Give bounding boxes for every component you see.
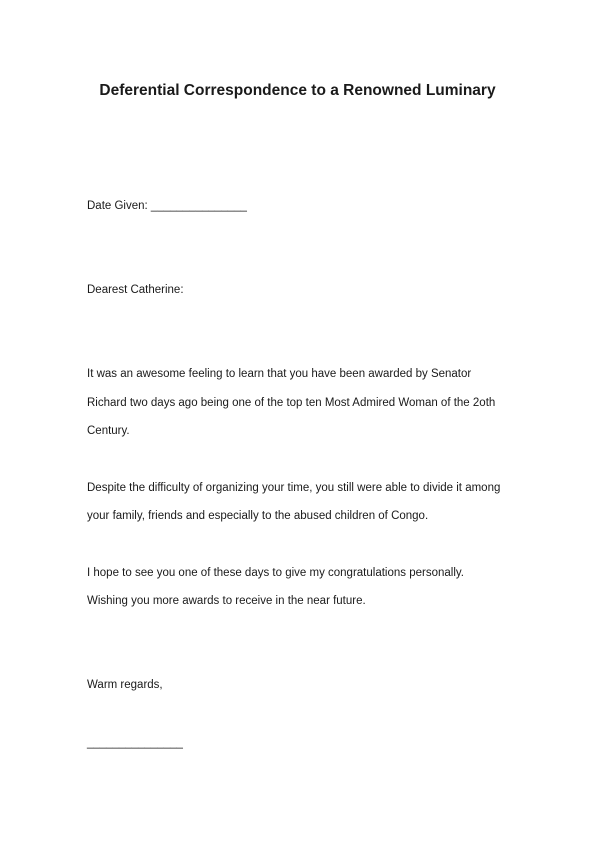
document-title: Deferential Correspondence to a Renowned Luminary [99,82,496,99]
paragraph-2-line-1: Despite the difficulty of organizing your time, you still were able to divide it among [87,482,501,494]
paragraph-3-line-2: Wishing you more awards to receive in the near future. [87,595,366,607]
closing: Warm regards, [87,679,163,691]
signature-line: _______________ [87,737,183,749]
paragraph-2-line-2: your family, friends and especially to the abused children of Congo. [87,510,429,522]
paragraph-3-line-1: I hope to see you one of these days to give my congratulations personally. [87,567,464,579]
paragraph-1-line-2: Richard two days ago being one of the top ten Most Admired Woman of the 2oth [87,397,496,409]
salutation: Dearest Catherine: [87,284,184,296]
paragraph-1-line-1: It was an awesome feeling to learn that you have been awarded by Senator [87,368,472,380]
paragraph-1-line-3: Century. [87,425,130,437]
date-line: Date Given: _______________ [87,200,247,212]
